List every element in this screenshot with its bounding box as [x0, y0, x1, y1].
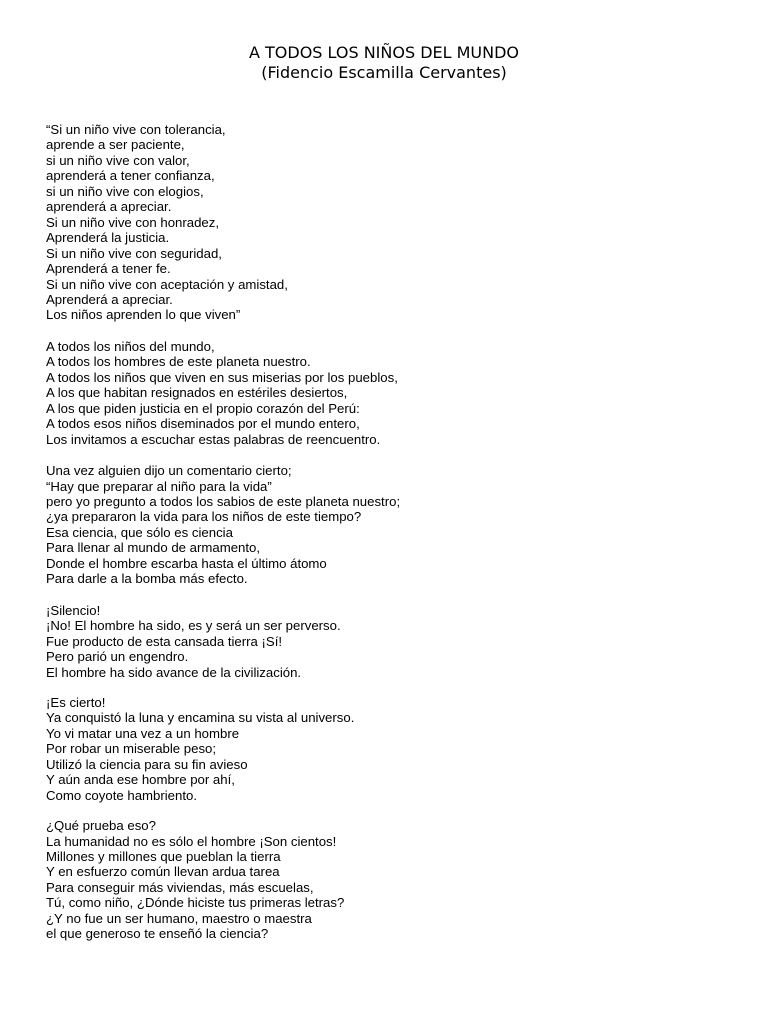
poem-line: ¿ya prepararon la vida para los niños de este tiempo?	[46, 509, 362, 525]
poem-line: Esa ciencia, que sólo es ciencia	[46, 524, 233, 540]
poem-line: aprenderá a tener confianza,	[46, 168, 215, 184]
stanza-gap	[46, 587, 746, 603]
poem-line: Si un niño vive con seguridad,	[46, 245, 222, 261]
poem-title	[0, 43, 768, 83]
poem-line: Donde el hombre escarba hasta el último átomo	[46, 555, 327, 571]
poem-line: Y aún anda ese hombre por ahí,	[46, 772, 235, 788]
poem-line: Aprenderá la justicia.	[46, 230, 170, 246]
poem-line: “Si un niño vive con tolerancia,	[46, 122, 226, 137]
title-main: A TODOS LOS NIÑOS DEL MUNDO	[248, 43, 520, 62]
poem-line: El hombre ha sido avance de la civilización.	[46, 664, 302, 680]
poem-line: si un niño vive con elogios,	[46, 183, 204, 199]
poem-body	[46, 122, 746, 942]
poem-line: ¡Silencio!	[46, 602, 101, 618]
stanza-2	[46, 339, 746, 447]
poem-line: ¡Es cierto!	[46, 694, 106, 710]
poem-line: Una vez alguien dijo un comentario cierto;	[46, 463, 292, 479]
stanza-gap	[46, 680, 746, 695]
poem-line: La humanidad no es sólo el hombre ¡Son cientos!	[46, 833, 337, 849]
poem-line: Ya conquistó la luna y encamina su vista al universo.	[46, 710, 355, 726]
poem-line: ¡No! El hombre ha sido, es y será un ser perverso.	[46, 618, 341, 634]
poem-line: Millones y millones que pueblan la tierra	[46, 849, 281, 865]
poem-line: Pero parió un engendro.	[46, 649, 189, 665]
poem-line: pero yo pregunto a todos los sabios de este planeta nuestro;	[46, 493, 401, 509]
poem-line: Los invitamos a escuchar estas palabras de reencuentro.	[46, 431, 381, 447]
stanza-gap	[46, 803, 746, 818]
stanza-gap	[46, 323, 746, 339]
poem-line: “Hay que preparar al niño para la vida”	[46, 478, 272, 494]
stanza-3	[46, 463, 746, 587]
poem-line: Tú, como niño, ¿Dónde hiciste tus primeras letras?	[46, 895, 345, 911]
poem-line: aprenderá a apreciar.	[46, 199, 172, 215]
poem-line: Para llenar al mundo de armamento,	[46, 540, 261, 556]
poem-line: A los que habitan resignados en estériles desiertos,	[46, 385, 348, 401]
poem-line: Aprenderá a apreciar.	[46, 291, 173, 307]
poem-line: Fue producto de esta cansada tierra ¡Sí!	[46, 633, 283, 649]
poem-line: Por robar un miserable peso;	[46, 741, 217, 757]
poem-line: Aprenderá a tener fe.	[46, 261, 171, 277]
poem-line: Utilizó la ciencia para su fin avieso	[46, 756, 248, 772]
poem-line: Y en esfuerzo común llevan ardua tarea	[46, 864, 280, 880]
poem-line: ¿Qué prueba eso?	[46, 818, 156, 834]
poem-line: aprende a ser paciente,	[46, 137, 185, 153]
poem-line: ¿Y no fue un ser humano, maestro o maestra	[46, 910, 312, 926]
poem-line: Para darle a la bomba más efecto.	[46, 571, 248, 587]
poem-line: A los que piden justicia en el propio corazón del Perú:	[46, 400, 360, 416]
poem-line: A todos los hombres de este planeta nuestro.	[46, 354, 311, 370]
poem-line: A todos esos niños diseminados por el mundo entero,	[46, 416, 360, 432]
stanza-1	[46, 122, 746, 323]
poem-line: si un niño vive con valor,	[46, 152, 190, 168]
poem-line: A todos los niños del mundo,	[46, 338, 215, 354]
poem-line: el que generoso te enseñó la ciencia?	[46, 926, 269, 942]
stanza-gap	[46, 447, 746, 463]
stanza-5	[46, 695, 746, 803]
poem-line: Yo vi matar una vez a un hombre	[46, 725, 240, 741]
stanza-4	[46, 603, 746, 680]
poem-line: Como coyote hambriento.	[46, 787, 197, 803]
poem-line: Los niños aprenden lo que viven”	[46, 307, 241, 323]
poem-line: Si un niño vive con honradez,	[46, 214, 220, 230]
stanza-6	[46, 818, 746, 942]
title-author: (Fidencio Escamilla Cervantes)	[261, 63, 507, 82]
poem-line: Si un niño vive con aceptación y amistad,	[46, 276, 288, 292]
poem-line: A todos los niños que viven en sus miserias por los pueblos,	[46, 369, 398, 385]
poem-line: Para conseguir más viviendas, más escuelas,	[46, 879, 314, 895]
